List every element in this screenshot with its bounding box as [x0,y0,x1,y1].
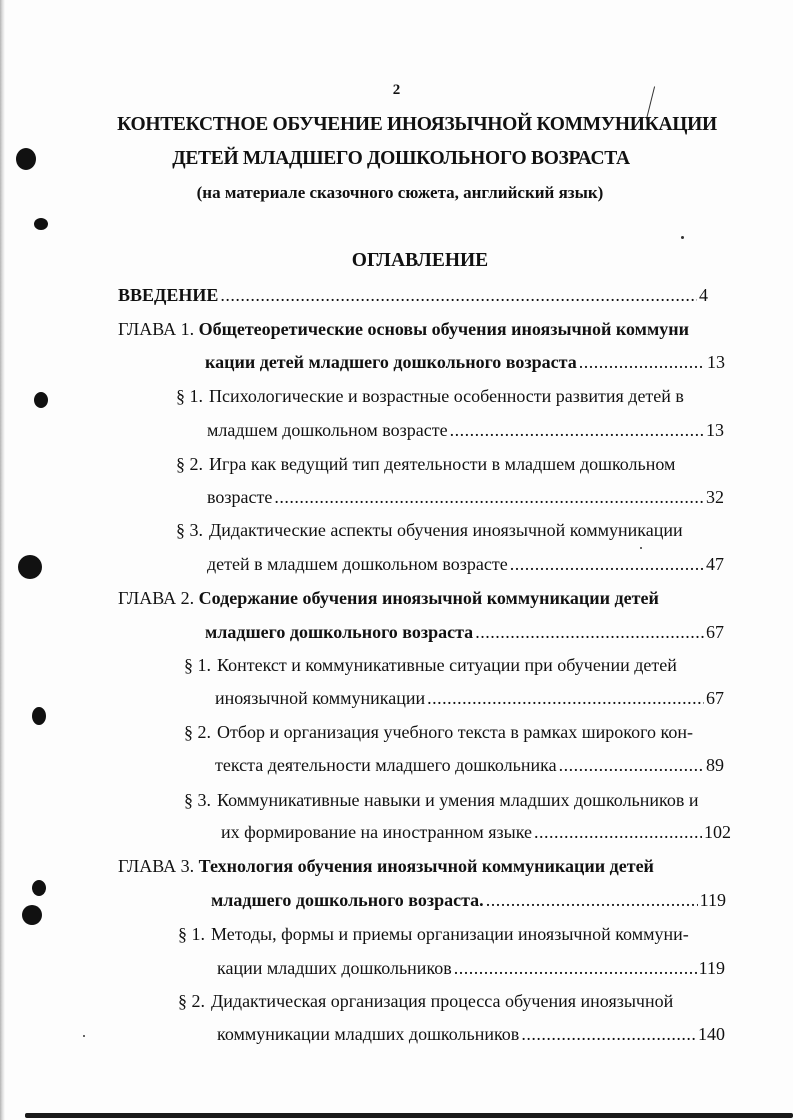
leader-dots [220,283,697,307]
toc-section-2-2-line2 [215,753,724,777]
punch-hole-mark [18,555,42,579]
section-title-cont: младшем дошкольном возрасте [207,420,448,440]
section-title: Игра как ведущий тип деятельности в младшем дошкольном [209,454,676,474]
scan-speck [681,236,684,239]
toc-section-2-3-line2 [221,820,731,844]
toc-chapter-3-line1 [118,854,654,878]
chapter-title: Содержание обучения иноязычной коммуникации детей [198,588,659,608]
scan-bottom-edge [25,1113,793,1118]
toc-page-number: 102 [704,822,731,842]
section-title: Отбор и организация учебного текста в рамках широкого кон- [217,722,693,742]
toc-section-1-1-line1 [176,384,684,408]
section-title: Контекст и коммуникативные ситуации при обучении детей [217,655,677,675]
leader-dots [559,753,704,777]
punch-hole-mark [32,880,46,896]
section-title-cont: возрасте [207,487,273,507]
toc-chapter-2-line1 [118,586,659,610]
document-subtitle: (на материале сказочного сюжета, английский язык) [196,183,604,202]
toc-chapter-1-line2 [205,350,725,374]
toc-section-1-3-line2 [207,552,724,576]
chapter-title-cont: младшего дошкольного возраста [205,622,474,642]
toc-chapter-2-line2 [205,620,724,644]
page-number: 2 [392,82,401,98]
section-title: Методы, формы и приемы организации иноязычной коммуни- [211,924,689,944]
section-number: § 1. [178,924,205,944]
toc-section-2-1-line1 [184,653,677,677]
toc-section-2-1-line2 [215,686,724,710]
leader-dots [510,552,704,576]
toc-page-number: 32 [706,487,724,507]
chapter-title: Технология обучения иноязычной коммуникации детей [198,856,654,876]
chapter-title: Общетеоретические основы обучения иноязычной коммуни [198,319,689,339]
section-title: Дидактические аспекты обучения иноязычной коммуникации [209,520,683,540]
chapter-prefix: ГЛАВА 3. [118,856,195,876]
toc-page-number: 67 [706,622,724,642]
punch-hole-mark [34,218,48,230]
scan-speck [640,547,642,549]
toc-entry-label: ВВЕДЕНИЕ [118,285,219,305]
chapter-title-cont: младшего дошкольного возраста. [211,890,484,910]
toc-section-3-1-line2 [217,956,725,980]
section-number: § 3. [176,520,203,540]
chapter-prefix: ГЛАВА 1. [118,319,195,339]
toc-heading: ОГЛАВЛЕНИЕ [351,250,489,271]
leader-dots [579,350,705,374]
punch-hole-mark [32,707,46,725]
leader-dots [450,418,704,442]
section-title-cont: их формирование на иностранном языке [221,822,533,842]
toc-section-1-2-line1 [176,452,675,476]
section-title-cont: коммуникации младших дошкольников [217,1024,520,1044]
toc-page-number: 89 [706,755,724,775]
section-title-cont: детей в младшем дошкольном возрасте [207,554,508,574]
section-number: § 2. [178,991,205,1011]
toc-section-1-1-line2 [207,418,724,442]
toc-section-3-2-line1 [178,989,673,1013]
section-title-cont: текста деятельности младшего дошкольника [215,755,557,775]
chapter-prefix: ГЛАВА 2. [118,588,195,608]
leader-dots [274,485,704,509]
section-title-cont: иноязычной коммуникации [215,688,426,708]
leader-dots [475,620,704,644]
section-number: § 2. [184,722,211,742]
toc-section-1-2-line2 [207,485,724,509]
leader-dots [486,888,698,912]
toc-section-2-2-line1 [184,720,693,744]
leader-dots [534,820,702,844]
punch-hole-mark [34,392,48,408]
section-number: § 1. [184,655,211,675]
section-title: Дидактическая организация процесса обучения иноязычной [211,991,674,1011]
document-title-line-2: ДЕТЕЙ МЛАДШЕГО ДОШКОЛЬНОГО ВОЗРАСТА [172,148,630,169]
toc-section-2-3-line1 [184,788,698,812]
leader-dots [454,956,697,980]
toc-entry-intro [118,283,708,307]
leader-dots [521,1022,696,1046]
toc-page-number: 47 [706,554,724,574]
section-number: § 2. [176,454,203,474]
toc-chapter-1-line1 [118,317,689,341]
section-title: Психологические и возрастные особенности развития детей в [209,386,684,406]
section-number: § 3. [184,790,211,810]
document-title-line-1: КОНТЕКСТНОЕ ОБУЧЕНИЕ ИНОЯЗЫЧНОЙ КОММУНИКАЦИИ [117,114,717,135]
toc-page-number: 67 [706,688,724,708]
toc-section-3-2-line2 [217,1022,725,1046]
toc-page-number: 119 [698,958,725,978]
toc-page-number: 140 [698,1024,725,1044]
toc-chapter-3-line2 [211,888,726,912]
leader-dots [427,686,704,710]
toc-section-3-1-line1 [178,922,689,946]
section-title-cont: кации младших дошкольников [217,958,452,978]
toc-page-number: 119 [699,890,726,910]
section-title: Коммуникативные навыки и умения младших дошкольников и [217,790,699,810]
toc-page-number: 13 [707,352,725,372]
punch-hole-mark [22,905,42,925]
toc-section-1-3-line1 [176,518,683,542]
toc-page-number: 4 [699,285,708,305]
section-number: § 1. [176,386,203,406]
chapter-title-cont: кации детей младшего дошкольного возраста [205,352,577,372]
scan-speck [83,1035,85,1037]
toc-page-number: 13 [706,420,724,440]
